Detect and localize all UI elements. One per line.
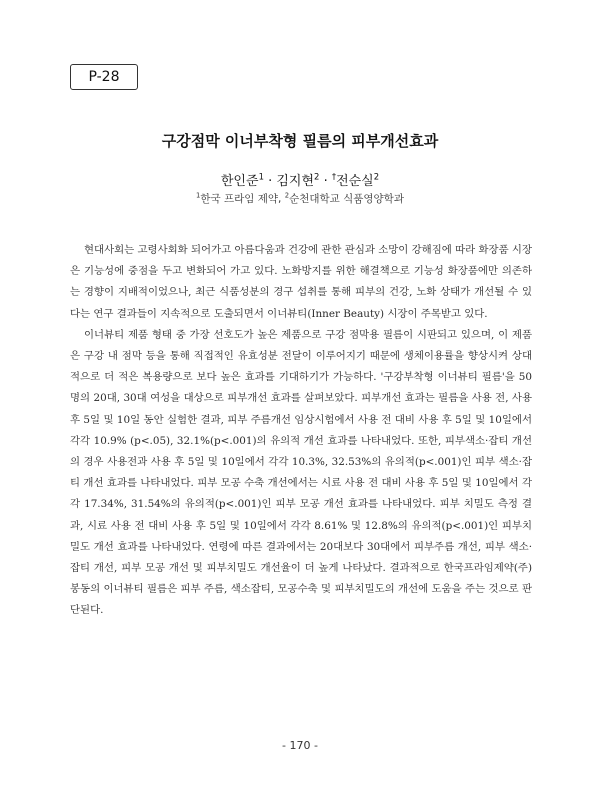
poster-code: P-28 <box>88 69 120 85</box>
affiliation-1-sup: 1 <box>196 191 201 200</box>
corresponding-author-mark: † <box>331 171 337 182</box>
author-separator-2: · <box>323 174 328 189</box>
abstract-paragraph-2: 이너뷰티 제품 형태 중 가장 선호도가 높은 제품으로 구강 점막용 필름이 시판되고 있으며, 이 제품은 구강 내 점막 등을 통해 직접적인 유효성분 전달이 이루어지기 때문에 생체이용률을 향상시켜 상대적으로 더 적은 복용량으로 보다 높은 효과를 기대하기가 가능하다. '구강부착형 이너뷰티 필름'을 50명의 20대, 30대 여성을 대상으로 피부개선 효과를 살펴보았다. 피부개선 효과는 필름을 사용 전, 사용 후 5일 및 10일 동안 실험한 결과, 피부 주름개선 임상시험에서 사용 전 대비 사용 후 5일 및 10일에서 각각 10.9% (p<.05), 32.1%(p<.001)의 유의적 개선 효과를 나타내었다. 또한, 피부색소·잡티 개선의 경우 사용전과 사용 후 5일 및 10일에서 각각 10.3%, 32.53%의 유의적(p<.001)인 피부 색소·잡티 개선 효과를 나타내었다. 피부 모공 수축 개선에서는 시료 사용 전 대비 사용 후 5일 및 10일에서 각각 17.34%, 31.54%의 유의적(p<.001)인 피부 모공 개선 효과를 나타내었다. 피부 치밀도 측정 결과, 시료 사용 전 대비 사용 후 5일 및 10일에서 각각 8.61% 및 12.8%의 유의적(p<.001)인 피부치밀도 개선 효과를 나타내었다. 연령에 따른 결과에서는 20대보다 30대에서 피부주름 개선, 피부 색소·잡티 개선, 피부 모공 개선 및 피부치밀도 개선율이 더 높게 나타났다. 결과적으로 한국프라임제약(주)봉동의 이너뷰티 필름은 피부 주름, 색소잡티, 모공수축 및 피부치밀도의 개선에 도움을 주는 것으로 판단된다. <box>70 328 532 617</box>
paper-title: 구강점막 이너부착형 필름의 피부개선효과 <box>161 132 439 150</box>
author-separator: · <box>268 174 273 189</box>
author-2-name: 김지현 <box>276 174 315 189</box>
author-line <box>0 170 600 189</box>
abstract-body <box>70 240 532 622</box>
affiliation-2: 순천대학교 식품영양학과 <box>289 193 404 205</box>
affiliation-1: 한국 프라임 제약, <box>200 193 285 205</box>
poster-code-box <box>70 64 138 90</box>
author-3-affil-sup: 2 <box>373 171 380 182</box>
author-1-name: 한인준 <box>220 174 259 189</box>
page-number: - 170 - <box>282 739 318 752</box>
affiliation-2-sup: 2 <box>284 191 290 200</box>
author-2-affil-sup: 2 <box>314 171 320 182</box>
affiliation-line <box>0 191 600 206</box>
author-3-name: 전순실 <box>336 174 374 189</box>
author-1-affil-sup: 1 <box>258 171 264 182</box>
abstract-paragraph-1: 현대사회는 고령사회화 되어가고 아름다움과 건강에 관한 관심과 소망이 강해짐에 따라 화장품 시장은 기능성에 중점을 두고 변화되어 가고 있다. 노화방지를 위한 해결책으로 기능성 화장품에만 의존하는 경향이 지배적이었으나, 최근 식품성분의 경구 섭취를 통해 피부의 건강, 노화 상태가 개선될 수 있다는 연구 결과들이 지속적으로 도출되면서 이너뷰티(Inner Beauty) 시장이 주목받고 있다. <box>70 244 532 320</box>
